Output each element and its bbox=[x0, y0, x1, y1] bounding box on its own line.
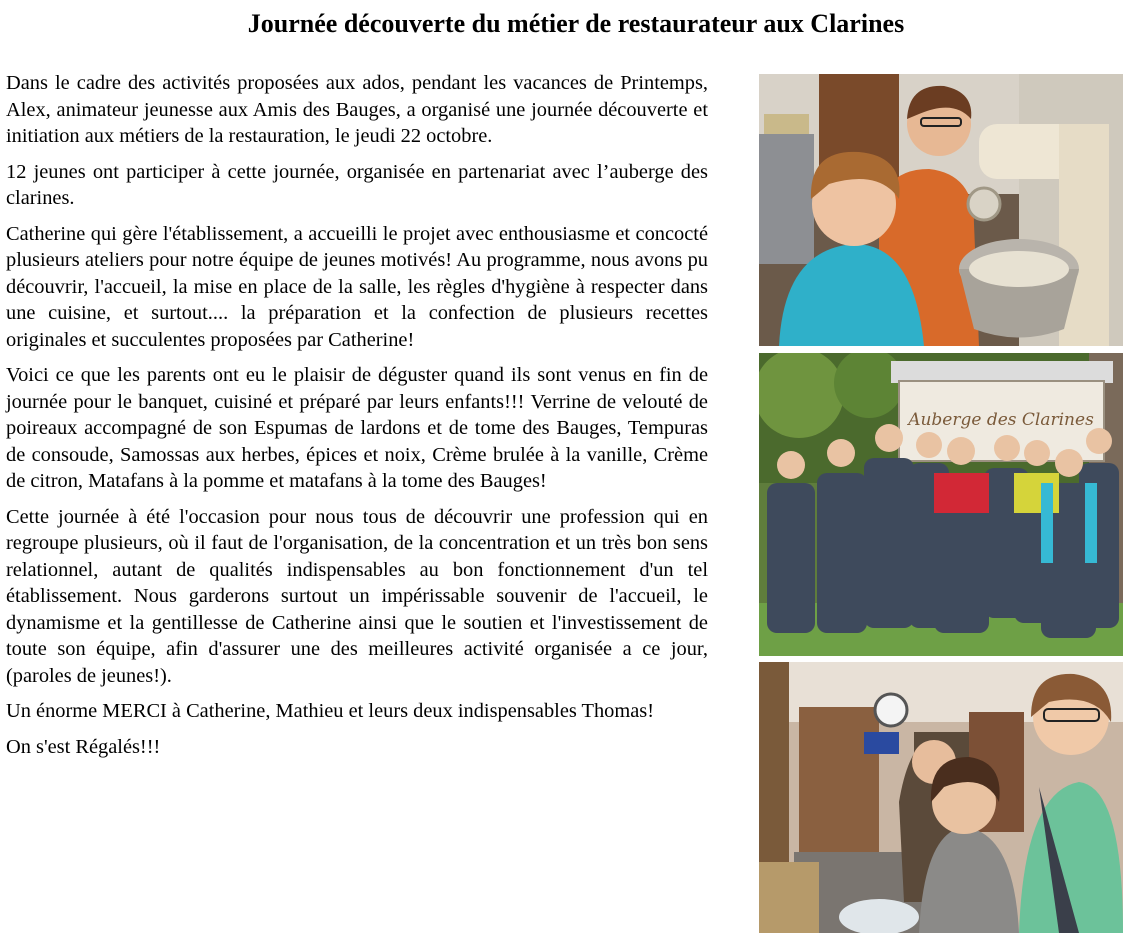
paragraph-catherine: Catherine qui gère l'établissement, a accueilli le projet avec enthousiasme et concocté plusieurs ateliers pour notre équipe de jeunes motivés! Au programme, nous avons pu découvrir, l'accueil, la mise en place de la salle, les règles d'hygiène à respecter dans une cuisine, et surtout.... la préparation et la confection de plusieurs recettes originales et succulentes proposées par Catherine! bbox=[6, 222, 708, 351]
paragraph-menu: Voici ce que les parents ont eu le plaisir de déguster quand ils sont venus en fin de journée pour le banquet, cuisiné et préparé par leurs enfants!!! Verrine de velouté de poireaux accompagné de son Espumas de lardons et de tome des Bauges, Tempuras de consoude, Samossas aux herbes, épices et noix, Crème brulée à la vanille, Crème de citron, Matafans à la pomme et matafans à la tome des Bauges! bbox=[6, 364, 708, 492]
article-body bbox=[6, 70, 708, 769]
paragraph-thanks: Un énorme MERCI à Catherine, Mathieu et leurs deux indispensables Thomas! bbox=[6, 700, 655, 722]
photo-kitchen-mixer bbox=[759, 74, 1123, 346]
photo-group-outside bbox=[759, 353, 1123, 656]
page-title: Journée découverte du métier de restaurateur aux Clarines bbox=[247, 9, 905, 38]
photo-kitchen-girls bbox=[759, 662, 1123, 933]
paragraph-closing: On s'est Régalés!!! bbox=[6, 735, 161, 758]
paragraph-intro: Dans le cadre des activités proposées aux ados, pendant les vacances de Printemps, Alex, animateur jeunesse aux Amis des Bauges, a organisé une journée découverte et initiation aux métiers de la restauration, le jeudi 22 octobre. bbox=[6, 72, 708, 147]
paragraph-participants: 12 jeunes ont participer à cette journée, organisée en partenariat avec l’auberge des clarines. bbox=[6, 160, 708, 209]
sign-text: Auberge des Clarines bbox=[908, 410, 1094, 430]
paragraph-conclusion: Cette journée à été l'occasion pour nous tous de découvrir une profession qui en regroupe plusieurs, où il faut de l'organisation, de la concentration et un très bon sens relationnel, autant de qualités indispensables au bon fonctionnement d'un tel établissement. Nous garderons surtout un impérissable souvenir de l'accueil, le dynamisme et la gentillesse de Catherine ainsi que le soutien et l'investissement de toute son équipe, afin d'assurer une des meilleures activité organisée a ce jour, (paroles de jeunes!). bbox=[6, 505, 708, 687]
